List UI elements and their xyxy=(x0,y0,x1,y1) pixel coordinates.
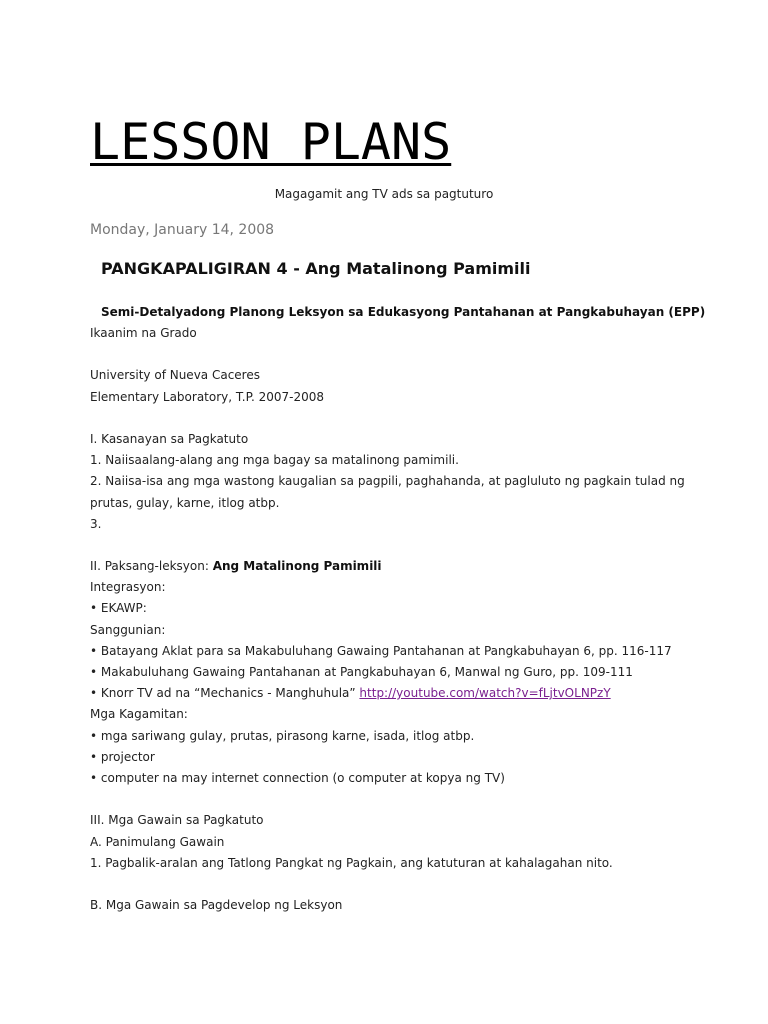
material-item: • mga sariwang gulay, prutas, pirasong karne, isada, itlog atbp. xyxy=(90,728,475,743)
objectives-heading: I. Kasanayan sa Pagkatuto xyxy=(90,431,249,446)
blank-line xyxy=(90,535,730,556)
activities-section-b: B. Mga Gawain sa Pagdevelop ng Leksyon xyxy=(90,898,343,913)
integration-label: Integrasyon: xyxy=(90,580,166,595)
topic-line xyxy=(90,556,730,577)
topic-value: Ang Matalinong Pamimili xyxy=(212,559,382,574)
post-title[interactable]: PANGKAPALIGIRAN 4 - Ang Matalinong Pamimili xyxy=(101,259,531,278)
blank-line xyxy=(90,344,730,365)
blog-title[interactable]: LESSON PLANS xyxy=(90,113,452,171)
activity-item: 1. Pagbalik-aralan ang Tatlong Pangkat ng Pagkain, ang katuturan at kahalagahan nito. xyxy=(90,855,613,870)
objective-item: 1. Naiisaalang-alang ang mga bagay sa matalinong pamimili. xyxy=(90,453,459,468)
reference-item xyxy=(90,683,730,704)
references-label: Sanggunian: xyxy=(90,622,166,637)
reference-item: • Batayang Aklat para sa Makabuluhang Gawaing Pantahanan at Pangkabuhayan 6, pp. 116-117 xyxy=(90,643,672,658)
materials-label: Mga Kagamitan: xyxy=(90,707,188,722)
school-name: University of Nueva Caceres xyxy=(90,368,260,383)
lesson-subtitle: Semi-Detalyadong Planong Leksyon sa Edukasyong Pantahanan at Pangkabuhayan (EPP) xyxy=(101,305,706,319)
grade-level: Ikaanim na Grado xyxy=(90,326,197,340)
reference-item: • Makabuluhang Gawaing Pantahanan at Pangkabuhayan 6, Manwal ng Guro, pp. 109-111 xyxy=(90,665,633,679)
objective-item: 2. Naiisa-isa ang mga wastong kaugalian sa pagpili, paghahanda, at pagluluto ng pagkain tulad ng xyxy=(90,474,685,489)
blog-description: Magagamit ang TV ads sa pagtuturo xyxy=(274,187,494,201)
post-date: Monday, January 14, 2008 xyxy=(90,222,275,238)
material-item: • computer na may internet connection (o computer at kopya ng TV) xyxy=(90,770,505,785)
activities-section-a: A. Panimulang Gawain xyxy=(90,834,225,849)
department-name: Elementary Laboratory, T.P. 2007-2008 xyxy=(90,389,325,404)
integration-item: • EKAWP: xyxy=(90,601,147,616)
objective-item: 3. xyxy=(90,516,102,531)
blank-line xyxy=(90,789,730,810)
topic-label: II. Paksang-leksyon: xyxy=(90,559,213,574)
blank-line xyxy=(90,874,730,895)
activities-heading: III. Mga Gawain sa Pagkatuto xyxy=(90,813,264,828)
material-item: • projector xyxy=(90,749,155,764)
youtube-link[interactable]: http://youtube.com/watch?v=fLjtvOLNPzY xyxy=(359,686,611,701)
objective-item-continued: prutas, gulay, karne, itlog atbp. xyxy=(90,495,280,510)
blank-line xyxy=(90,408,730,429)
post-body xyxy=(90,323,730,916)
reference-text: • Knorr TV ad na “Mechanics - Manghuhula” xyxy=(90,686,360,701)
